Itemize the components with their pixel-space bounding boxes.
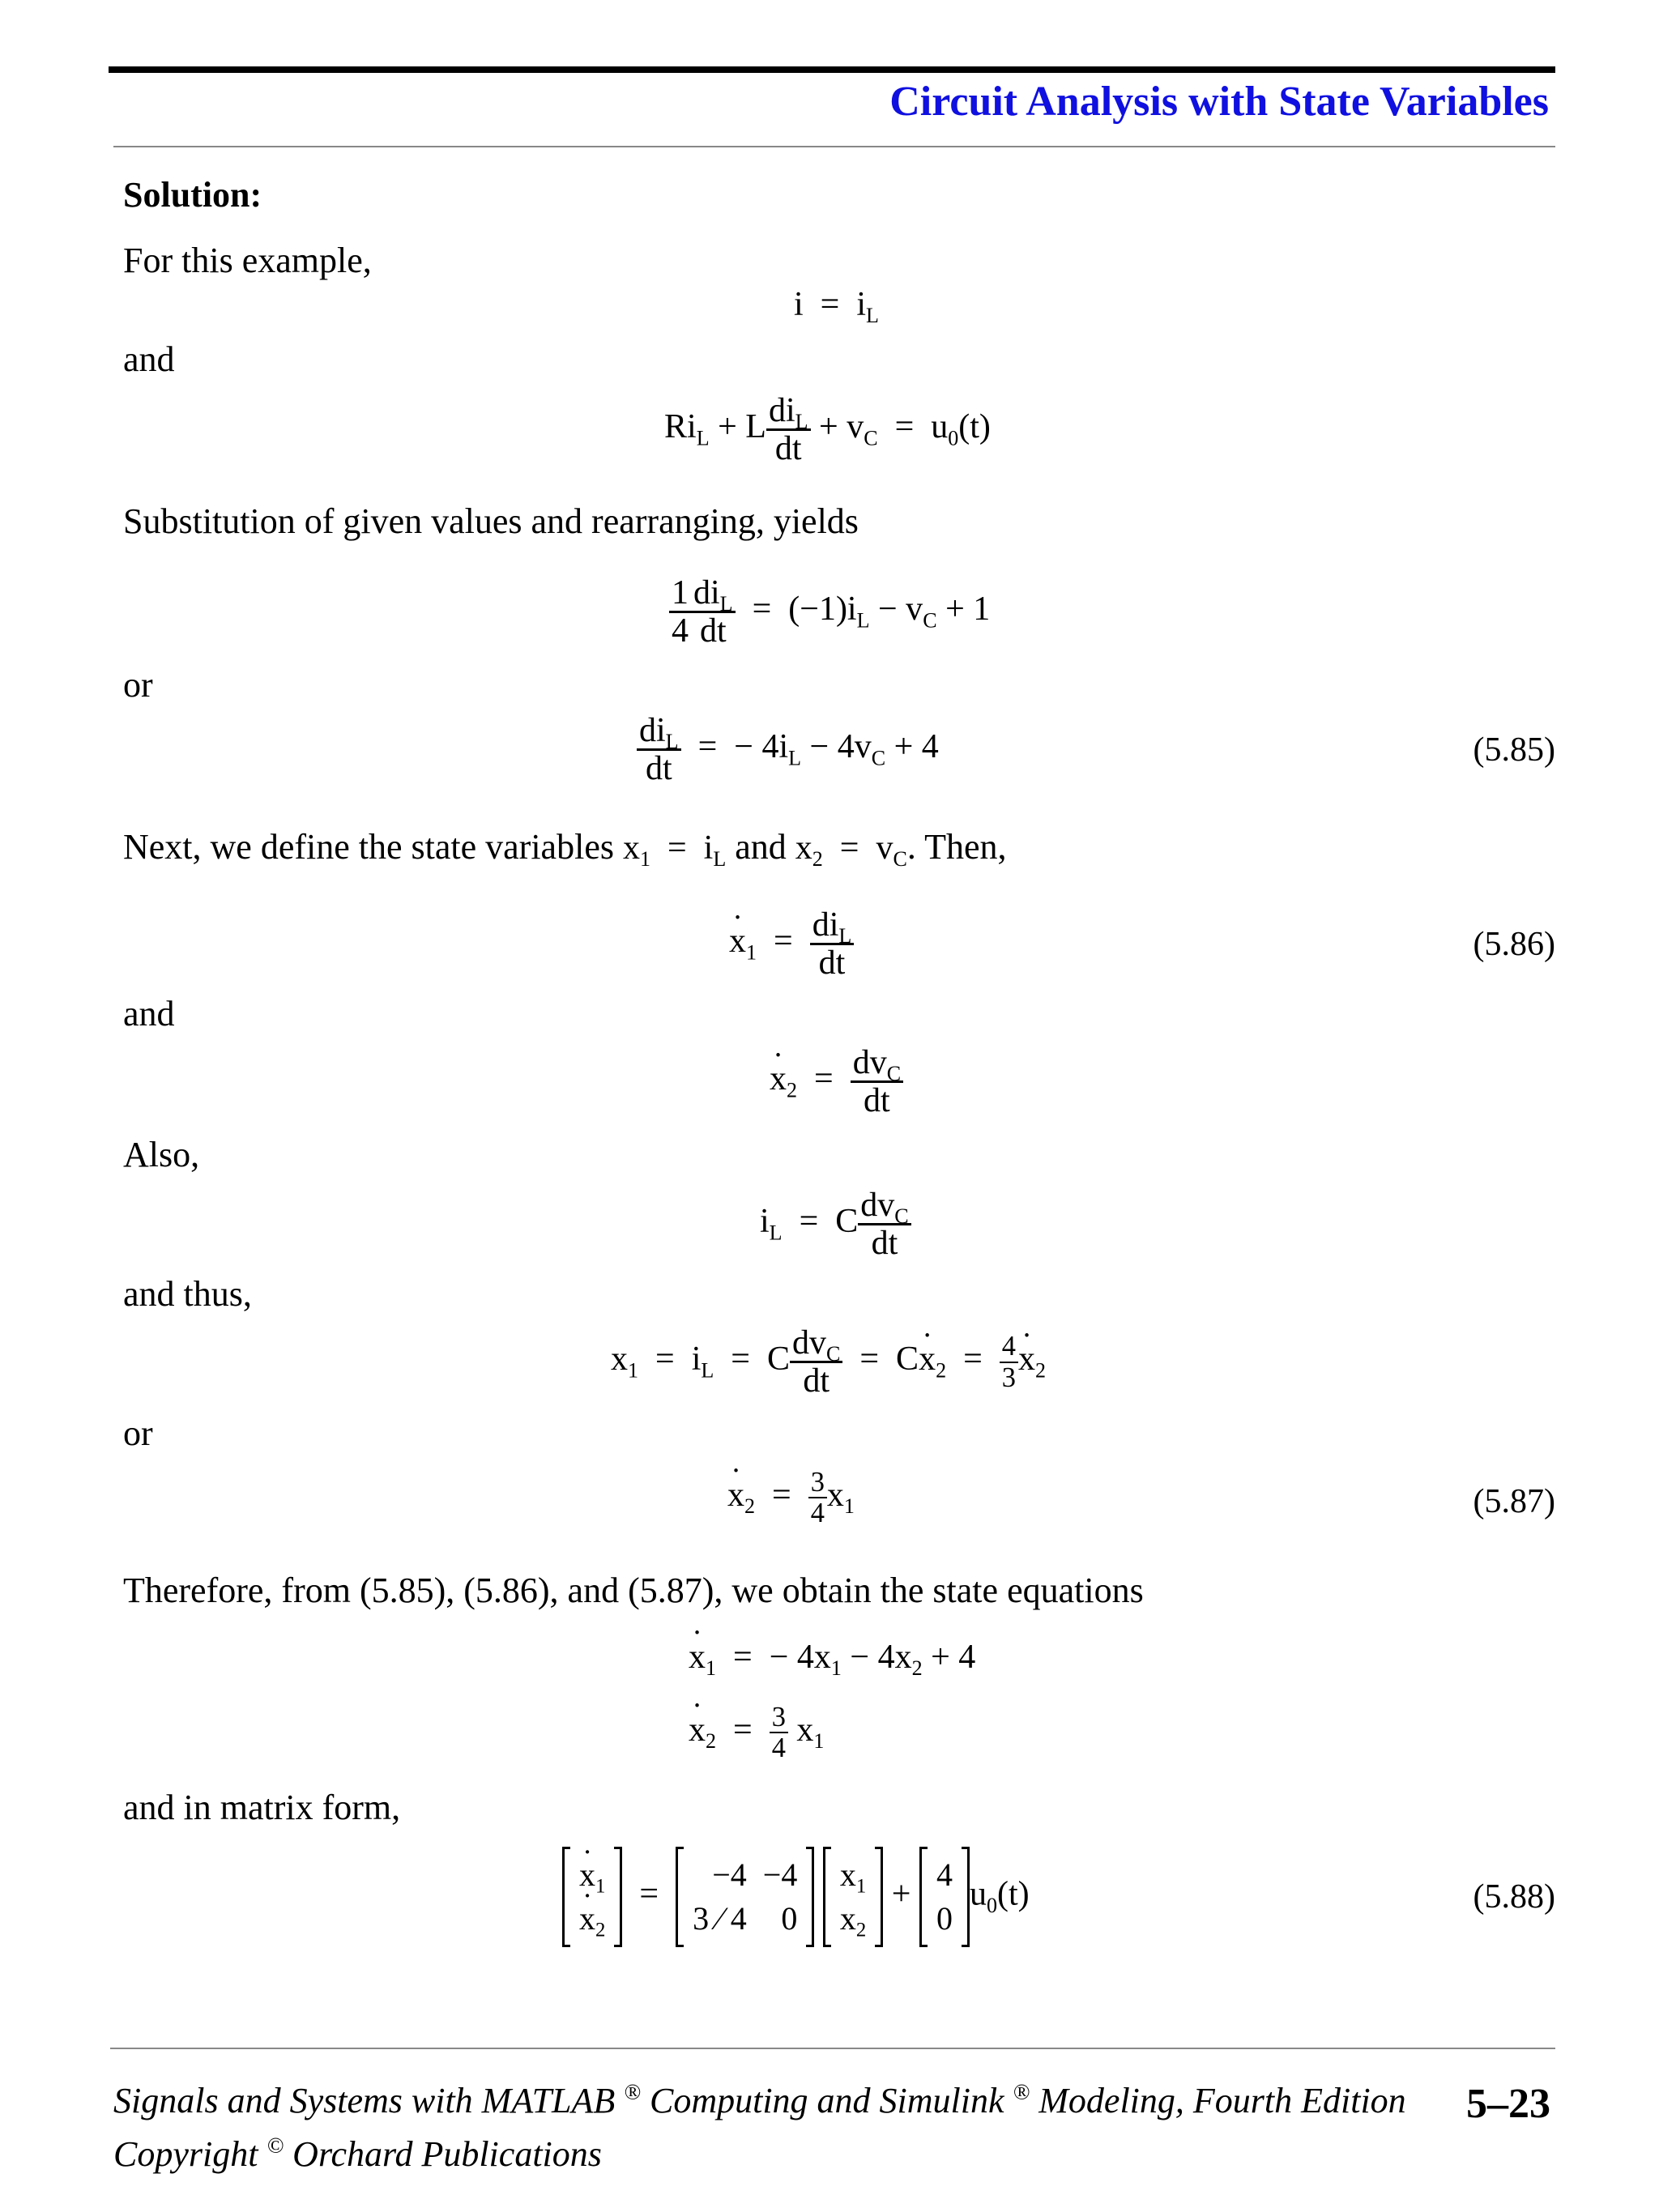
paragraph-also: Also, xyxy=(123,1135,200,1174)
paragraph-or-2: or xyxy=(123,1413,153,1453)
running-header-title: Circuit Analysis with State Variables xyxy=(889,79,1549,125)
footer-book-title: Signals and Systems with MATLAB ® Computing and Simulink ® Modeling, Fourth Edition xyxy=(113,2079,1406,2120)
header-rule xyxy=(113,146,1555,147)
equation-number-5-88: (5.88) xyxy=(1473,1878,1555,1916)
equation-5-88-matrix: ˙ $x_1$ ˙ $x_2$ = −4 −4 3 ⁄ 4 0 $x_1$ $x_2$ + 4 0 $u_0(t)$ xyxy=(562,1848,1030,1946)
equation-current: $i = i_L$ xyxy=(794,286,879,328)
state-variables-text-b: and xyxy=(735,827,787,867)
equation-number-5-85: (5.85) xyxy=(1473,731,1555,769)
footer-rule xyxy=(110,2048,1555,2049)
equation-5-86: ˙ $x_1$ = $\frac{di_L}{dt}$ xyxy=(729,907,854,981)
state-equation-2: ˙ $x_2$ = $\frac{3}{4}$ $x_1$ xyxy=(689,1703,824,1762)
footer-copyright: Copyright © Orchard Publications xyxy=(113,2133,602,2174)
state-equation-1: ˙ $x_1$ = − $4x_1 - 4x_2 + 4$ xyxy=(689,1638,975,1677)
state-variables-text-c: . Then, xyxy=(906,827,1007,867)
paragraph-state-variables: Next, we define the state variables $x_1 = i_L$ and $x_2 = v_C$. Then, xyxy=(123,827,1007,872)
equation-substituted: $\frac{1}{4}$ $\frac{di_L}{dt}$ = $(-1)i_L - v_C + 1$ xyxy=(669,575,990,649)
paragraph-matrix-form: and in matrix form, xyxy=(123,1788,401,1827)
paragraph-and-2: and xyxy=(123,994,175,1034)
state-variables-text-a: Next, we define the state variables xyxy=(123,827,614,867)
paragraph-and-thus: and thus, xyxy=(123,1274,252,1314)
solution-label: Solution: xyxy=(123,175,262,215)
top-rule xyxy=(109,66,1555,73)
paragraph-and-1: and xyxy=(123,339,175,379)
equation-capacitor-current: $i_L = C$ $\frac{dv_C}{dt}$ xyxy=(760,1187,911,1261)
equation-x2-dot: ˙ $x_2$ = $\frac{dv_C}{dt}$ xyxy=(770,1045,903,1119)
equation-kvl: $Ri_L + L$ $\frac{di_L}{dt}$ + $v_C = u_0(t)$ xyxy=(664,392,991,468)
state-derivative-vector: ˙ $x_1$ ˙ $x_2$ xyxy=(562,1848,622,1946)
paragraph-intro: For this example, xyxy=(123,241,372,280)
paragraph-or-1: or xyxy=(123,665,153,705)
equation-number-5-87: (5.87) xyxy=(1473,1483,1555,1520)
system-matrix: −4 −4 3 ⁄ 4 0 xyxy=(676,1848,814,1946)
page-number: 5–23 xyxy=(1466,2081,1550,2127)
equation-number-5-86: (5.86) xyxy=(1473,926,1555,963)
paragraph-therefore: Therefore, from (5.85), (5.86), and (5.87), we obtain the state equations xyxy=(123,1571,1144,1610)
equation-x1-chain: $x_1 = i_L = C$ $\frac{dv_C}{dt}$ = C˙ $x_2$ = $\frac{4}{3}$ ˙ $x_2$ xyxy=(611,1325,1046,1399)
input-vector: 4 0 xyxy=(919,1848,970,1946)
state-vector: $x_1$ $x_2$ xyxy=(823,1848,883,1946)
equation-5-87: ˙ $x_2$ = $\frac{3}{4}$ $x_1$ xyxy=(727,1468,855,1528)
paragraph-substitution: Substitution of given values and rearranging, yields xyxy=(123,501,859,541)
equation-5-85: $\frac{di_L}{dt}$ = − $4i_L - 4v_C + 4$ xyxy=(637,713,939,786)
